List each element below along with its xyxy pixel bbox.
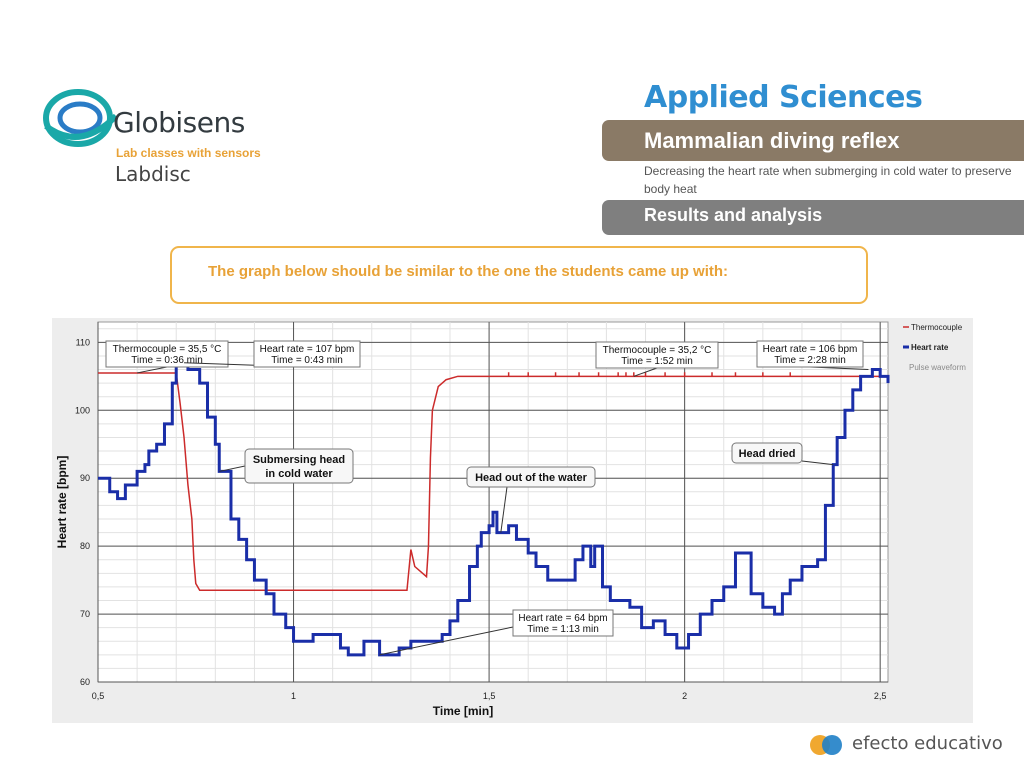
y-tick-label: 90 xyxy=(79,473,90,484)
section-title: Applied Sciences xyxy=(644,80,923,115)
legend-label: Pulse waveform xyxy=(909,363,966,372)
x-tick-label: 1,5 xyxy=(482,691,496,701)
legend-label: Thermocouple xyxy=(911,323,963,332)
annotation-text: Submersing head xyxy=(252,454,346,466)
topic-description: Decreasing the heart rate when submerging in cold water to preserve body heat xyxy=(644,164,1012,196)
globisens-logo-icon xyxy=(40,82,120,162)
annotation-text: in cold water xyxy=(265,468,333,480)
annotation-text: Time = 0:36 min xyxy=(131,355,203,366)
annotation-text: Thermocouple = 35,2 °C xyxy=(602,345,712,356)
footer-brand: efecto educativo xyxy=(852,733,1003,754)
x-axis-label: Time [min] xyxy=(432,704,494,718)
annotation-text: Heart rate = 107 bpm xyxy=(259,344,355,355)
annotation-text: Time = 0:43 min xyxy=(271,355,343,366)
x-tick-label: 1 xyxy=(291,691,297,701)
x-tick-label: 0,5 xyxy=(91,691,105,701)
annotation-text: Time = 2:28 min xyxy=(774,355,846,366)
annotation-text: Head dried xyxy=(738,448,796,460)
x-tick-label: 2,5 xyxy=(873,691,887,701)
chart-container xyxy=(52,318,973,723)
y-axis-label: Heart rate [bpm] xyxy=(55,455,69,549)
x-tick-label: 2 xyxy=(682,691,688,701)
y-tick-label: 70 xyxy=(79,609,90,620)
annotation-text: Head out of the water xyxy=(475,472,587,484)
logo-text: Globisens xyxy=(113,106,245,139)
annotation-text: Heart rate = 106 bpm xyxy=(762,344,858,355)
annotation-text: Time = 1:13 min xyxy=(527,624,599,635)
y-tick-label: 110 xyxy=(75,337,90,348)
y-tick-label: 100 xyxy=(74,405,90,416)
efecto-educativo-icon xyxy=(808,730,848,760)
annotation-text: Time = 1:52 min xyxy=(621,356,693,367)
topic-title: Mammalian diving reflex xyxy=(644,128,900,153)
legend-label: Heart rate xyxy=(911,343,949,352)
y-tick-label: 80 xyxy=(79,541,90,552)
y-tick-label: 60 xyxy=(79,677,90,687)
section-label: Results and analysis xyxy=(644,205,823,225)
logo-tagline: Lab classes with sensors xyxy=(116,146,261,160)
annotation-text: Thermocouple = 35,5 °C xyxy=(112,344,222,355)
heart-rate-chart xyxy=(52,318,973,723)
annotation-text: Heart rate = 64 bpm xyxy=(518,613,608,624)
logo-sub: Labdisc xyxy=(115,162,191,186)
instruction-text: The graph below should be similar to the one the students came up with: xyxy=(208,263,729,280)
